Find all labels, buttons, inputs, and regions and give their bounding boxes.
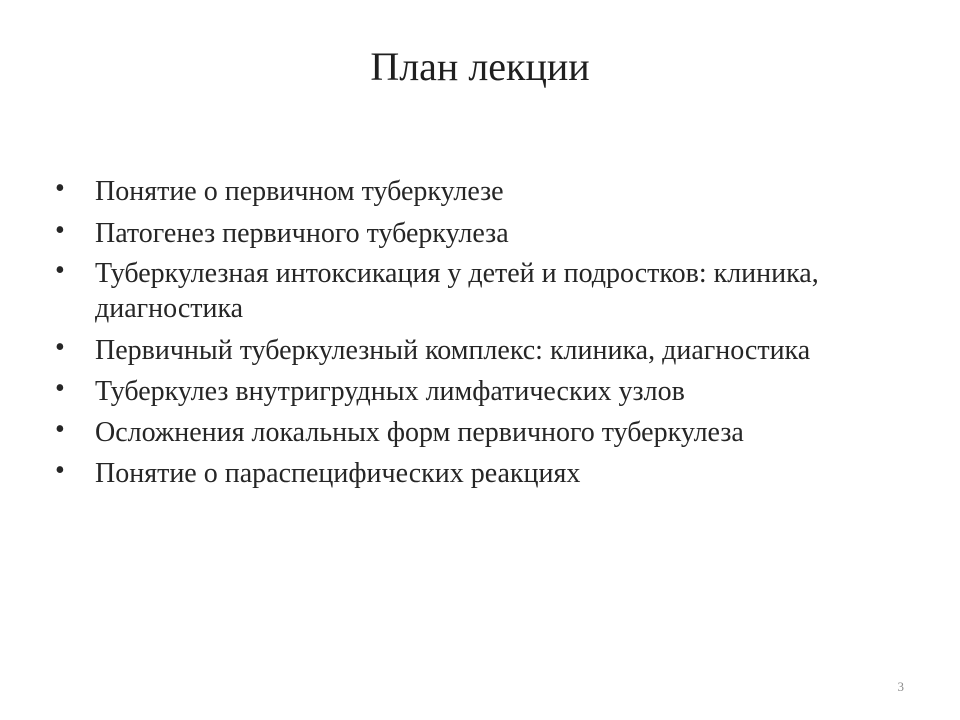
- bullet-item: [55, 256, 875, 326]
- bullet-marker: •: [55, 332, 65, 363]
- bullet-marker: •: [55, 255, 65, 286]
- bullet-text: Осложнения локальных форм первичного туберкулеза: [95, 417, 744, 448]
- bullet-text: Понятие о первичном туберкулезе: [95, 176, 504, 207]
- bullet-marker: •: [55, 173, 65, 204]
- bullet-text: Понятие о параспецифических реакциях: [95, 458, 581, 489]
- bullet-item: [55, 216, 875, 251]
- bullet-item: [55, 415, 875, 450]
- bullet-text: Патогенез первичного туберкулеза: [95, 218, 509, 249]
- page-number: 3: [897, 679, 904, 694]
- bullet-item: [55, 456, 875, 491]
- bullet-item: [55, 174, 875, 209]
- bullet-marker: •: [55, 414, 65, 445]
- slide-title: План лекции: [370, 44, 590, 89]
- bullet-item: [55, 333, 875, 368]
- bullet-marker: •: [55, 215, 65, 246]
- bullet-list: [55, 174, 875, 498]
- bullet-item: [55, 374, 875, 409]
- bullet-marker: •: [55, 373, 65, 404]
- bullet-text: Туберкулезная интоксикация у детей и подростков: клиника, диагностика: [95, 258, 819, 324]
- bullet-marker: •: [55, 455, 65, 486]
- bullet-text: Туберкулез внутригрудных лимфатических узлов: [95, 376, 685, 407]
- bullet-text: Первичный туберкулезный комплекс: клиника, диагностика: [95, 335, 811, 366]
